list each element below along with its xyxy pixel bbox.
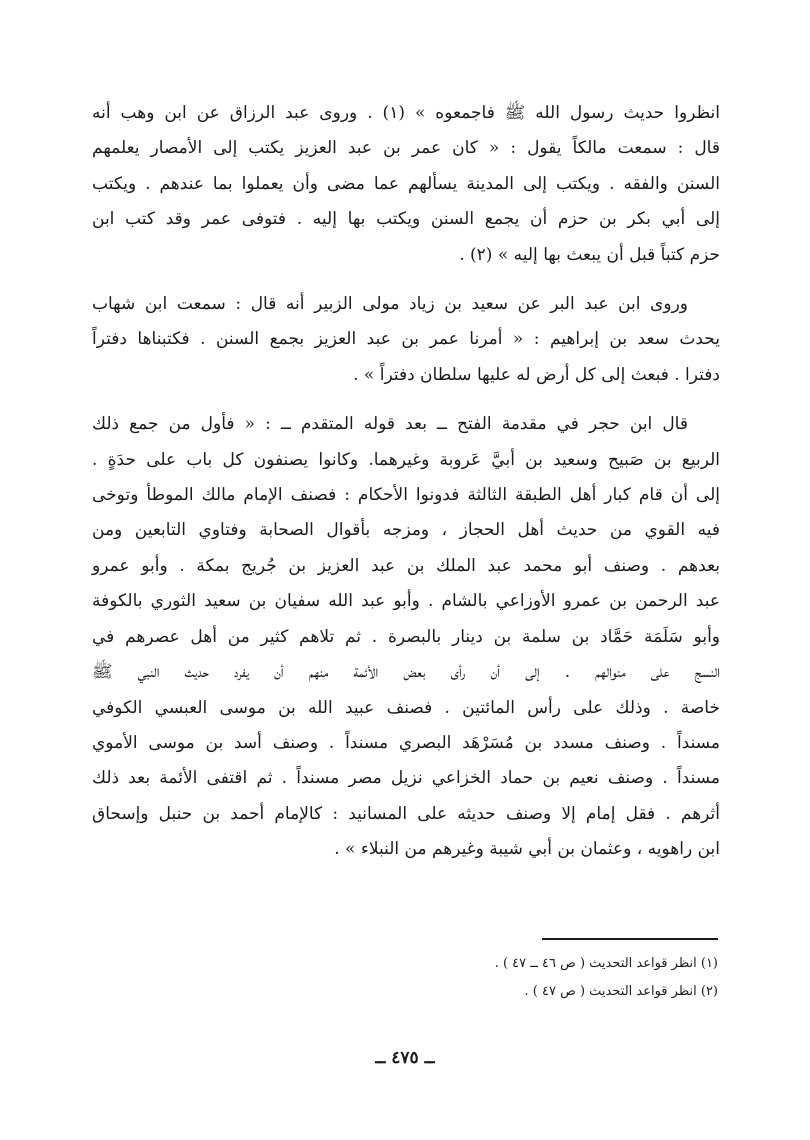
text-line: بعدهم . وصنف أبو محمد عبد الملك بن عبد العزيز بن جُريج بمكة . وأبو عمرو [92,555,720,576]
text-line: قال : سمعت مالكاً يقول : « كان عمر بن عبد العزيز يكتب إلى الأمصار يعلمهم [92,138,720,159]
text-line: انظروا حديث رسول الله ﷺ فاجمعوه » (١) . وروى عبد الرزاق عن ابن وهب أنه [92,103,720,123]
text-line: يحدث سعد بن إبراهيم : « أمرنا عمر بن عبد العزيز بجمع السنن . فكتبناها دفتراً [92,329,720,350]
footnote-1: (١) انظر قواعد التحديث ( ص ٤٦ ــ ٤٧ ) . [494,956,718,971]
text-line: قال ابن حجر في مقدمة الفتح ــ بعد قوله المتقدم ــ : « فأول من جمع ذلك [92,414,688,435]
page-body [92,96,720,882]
text-line: فيه القوي من حديث أهل الحجاز ، ومزجه بأقوال الصحابة وفتاوي التابعين ومن [92,520,720,541]
footnote-divider [542,938,718,940]
paragraph-1 [92,96,720,273]
paragraph-2 [92,287,720,393]
text-line: خاصة . وذلك على رأس المائتين . فصنف عبيد الله بن موسى العبسي الكوفي [92,697,720,718]
text-line: مسنداً . وصنف نعيم بن حماد الخزاعي نزيل مصر مسنداً . ثم اقتفى الأئمة بعد ذلك [92,768,720,789]
text-line: السنن والفقه . ويكتب إلى المدينة يسألهم عما مضى وأن يعملوا بما عندهم . ويكتب [92,173,720,194]
text-line: دفترا . فبعث إلى كل أرض له عليها سلطان دفتراً » . [353,364,720,385]
text-line: ابن راهويه ، وعثمان بن أبي شيبة وغيرهم من النبلاء » . [334,839,720,860]
footnotes [318,950,718,1006]
text-line: النسج على منوالهم . إلى أن رأى بعض الأئمة منهم أن يفرد حديث النبي ﷺ [92,662,720,683]
text-line: الربيع بن صَبيح وسعيد بن أبيَّ عَروبة وغيرهما. وكانوا يصنفون كل باب على حدَةٍ . [92,449,720,470]
text-line: مسنداً . وصنف مسدد بن مُسَرْهَد البصري مسنداً . وصنف أسد بن موسى الأموي [92,732,721,753]
footnote-2: (٢) انظر قواعد التحديث ( ص ٤٧ ) . [524,984,718,999]
page-number: ــ ٤٧٥ ــ [375,1048,435,1068]
text-line: وروى ابن عبد البر عن سعيد بن زياد مولى الزبير أنه قال : سمعت ابن شهاب [92,294,688,315]
text-line: حزم كتباً قبل أن يبعث بها إليه » (٢) . [459,244,720,265]
text-line: إلى أبي بكر بن حزم أن يجمع السنن ويكتب بها إليه . فتوفى عمر وقد كتب ابن [92,209,720,230]
text-line: إلى أن قام كبار أهل الطبقة الثالثة فدونوا الأحكام : فصنف الإمام مالك الموطأ وتوخى [92,485,720,506]
text-line: أثرهم . فقل إمام إلا وصنف حديثه على المسانيد : كالإمام أحمد بن حنبل وإسحاق [92,803,720,824]
paragraph-3 [92,407,720,867]
text-line: عبد الرحمن بن عمرو الأوزاعي بالشام . وأبو عبد الله سفيان بن سعيد الثوري بالكوفة [92,591,720,612]
text-line: وأبو سَلَمَة حَمَّاد بن سلمة بن دينار بالبصرة . ثم تلاهم كثير من أهل عصرهم في [92,626,720,647]
